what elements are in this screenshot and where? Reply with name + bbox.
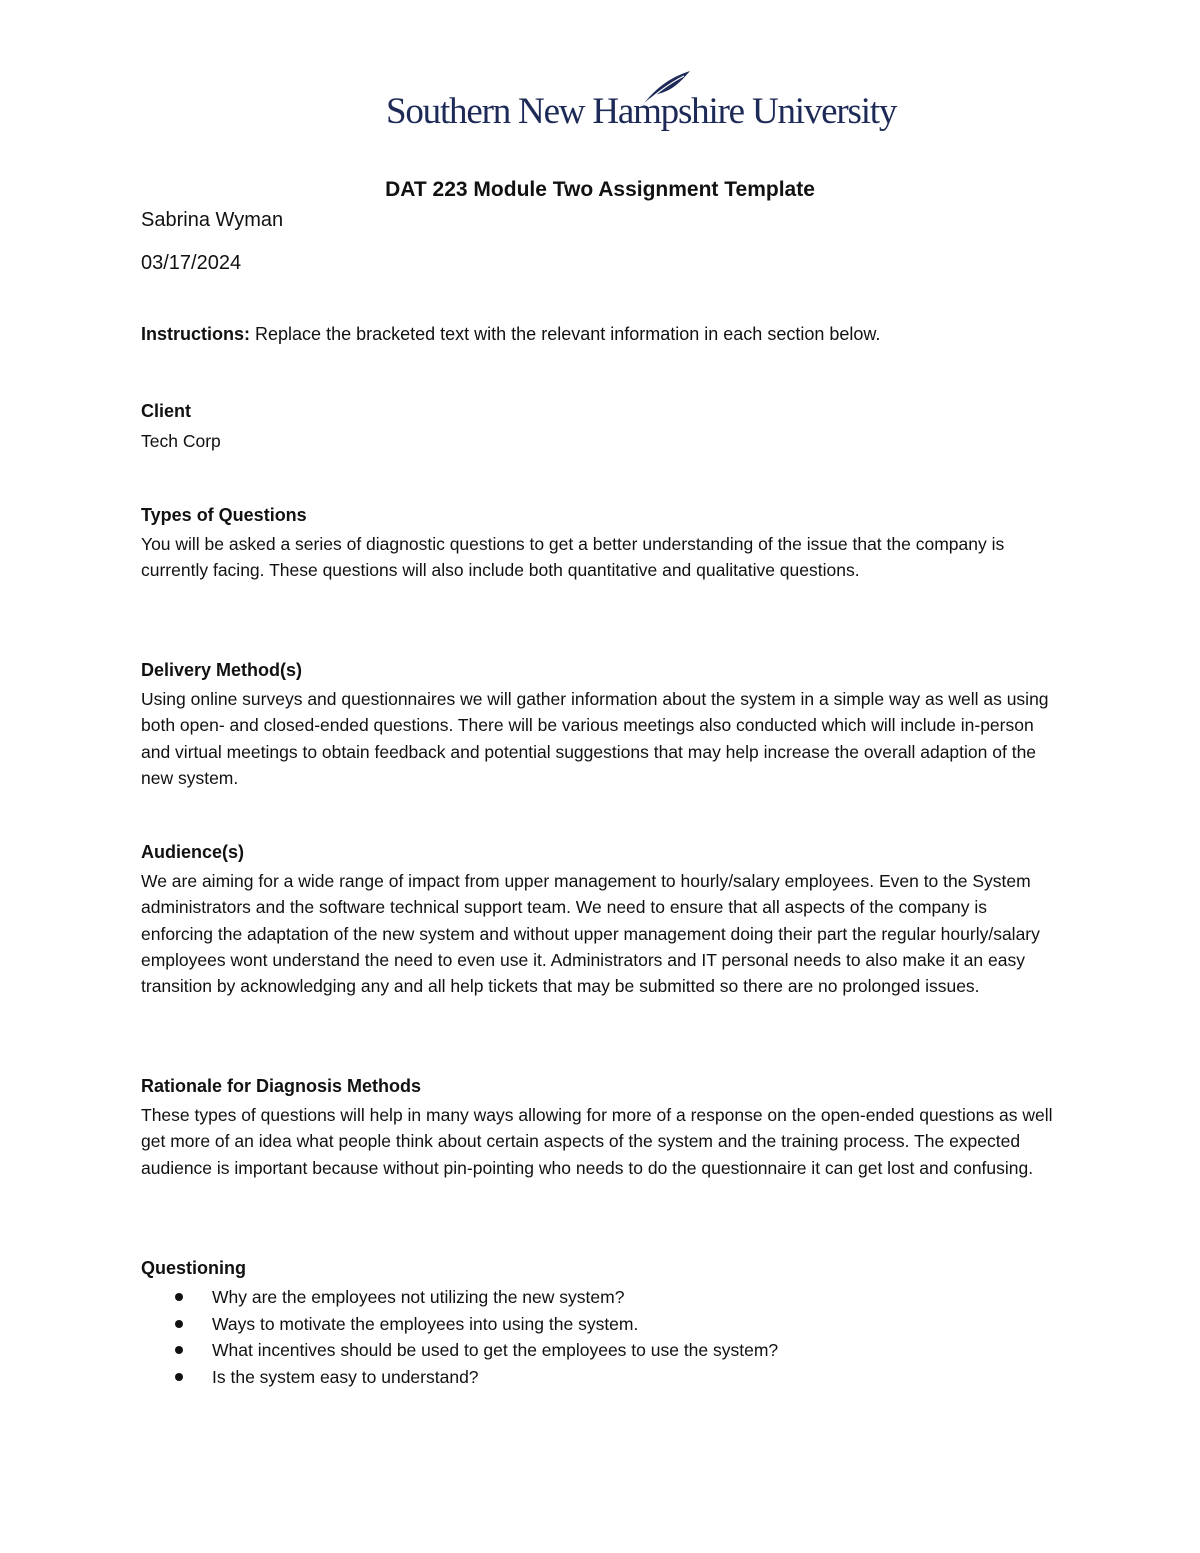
instructions [141,324,880,345]
list-item-text: What incentives should be used to get the employees to use the system? [212,1340,779,1361]
instructions-label: Instructions: [141,324,251,344]
bullet-icon [175,1346,183,1354]
section-heading-types-of-questions: Types of Questions [141,505,307,525]
list-item [141,1364,778,1391]
list-item [141,1311,778,1338]
list-item [141,1337,778,1364]
document-date: 03/17/2024 [141,252,242,274]
list-item-text: Why are the employees not utilizing the new system? [212,1287,625,1307]
instructions-text: Replace the bracketed text with the relevant information in each section below. [255,324,881,344]
section-body-delivery-methods: Using online surveys and questionnaires we will gather information about the system in a simple way as well as using both open- and closed-ended questions. There will be various meetings also conducted which will include in-person and virtual meetings to obtain feedback and potential suggestions that may help increase the overall adaption of the new system. [141,689,1049,788]
university-logo [386,68,897,140]
section-heading-questioning: Questioning [141,1258,246,1278]
list-item-text: Ways to motivate the employees into using the system. [212,1313,639,1334]
section-heading-delivery-methods: Delivery Method(s) [141,660,303,680]
list-item [141,1284,778,1311]
bullet-icon [175,1373,183,1381]
author-name: Sabrina Wyman [141,209,284,231]
section-body-client: Tech Corp [141,431,221,451]
section-heading-client: Client [141,401,192,421]
list-item-text: Is the system easy to understand? [212,1367,479,1388]
document-title: DAT 223 Module Two Assignment Template [385,178,815,201]
section-body-audiences: We are aiming for a wide range of impact from upper management to hourly/salary employees. Even to the System administrators and the software technical support team. We need to ensure that all aspects of the company is enforcing the adaptation of the new system and without upper management doing their part the regular hourly/salary employees wont understand the need to even use it. Administrators and IT personal needs to also make it an easy transition by acknowledging any and all help tickets that may be submitted so there are no prolonged issues. [141,871,1040,997]
section-heading-audiences: Audience(s) [141,842,245,862]
section-body-rationale: These types of questions will help in many ways allowing for more of a response on the open-ended questions as well get more of an idea what people think about certain aspects of the system and the training process. The expected audience is important because without pin-pointing who needs to do the questionnaire it can get lost and confusing. [141,1105,1053,1178]
questioning-list [141,1284,778,1391]
section-heading-rationale: Rationale for Diagnosis Methods [141,1076,422,1096]
bullet-icon [175,1320,183,1328]
section-body-types-of-questions: You will be asked a series of diagnostic questions to get a better understanding of the issue that the company is currently facing. These questions will also include both quantitative and qualitative questions. [141,534,1005,581]
logo-text: Southern New Hampshire University [386,91,897,132]
bullet-icon [175,1293,183,1301]
